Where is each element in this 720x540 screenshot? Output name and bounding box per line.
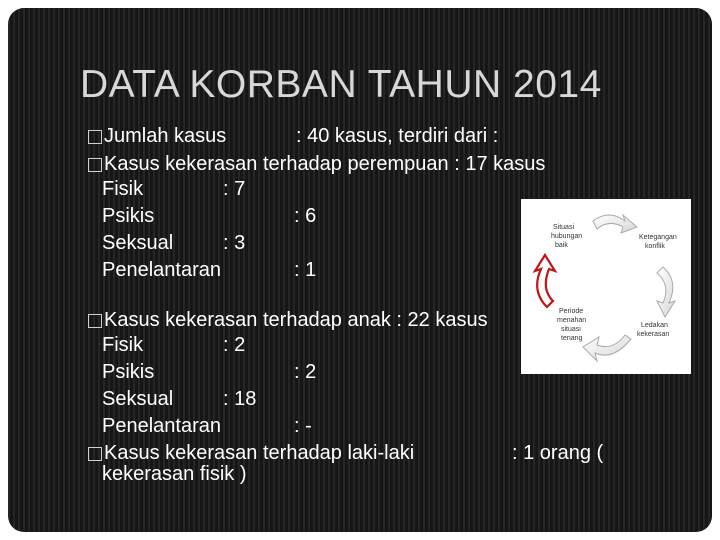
- slide-title: DATA KORBAN TAHUN 2014: [80, 63, 602, 106]
- child-item-label: Psikis: [102, 361, 155, 383]
- child-cases-heading: Kasus kekerasan terhadap anak : 22 kasus: [104, 309, 488, 331]
- women-item-value: : 3: [223, 232, 246, 254]
- women-item-label: Penelantaran: [102, 259, 221, 281]
- women-item-value: : 6: [294, 205, 317, 227]
- total-cases-label: Jumlah kasus: [104, 125, 227, 147]
- cycle-label-top-left: Situasi hubungan baik: [551, 224, 583, 249]
- women-item-label: Seksual: [102, 232, 174, 254]
- violence-cycle-diagram: [521, 199, 691, 374]
- total-cases-value: : 40 kasus, terdiri dari :: [296, 125, 499, 147]
- cycle-label-bottom-right: Ledakan kekerasan: [637, 322, 670, 338]
- women-item-label: Psikis: [102, 205, 155, 227]
- men-cases-heading: Kasus kekerasan terhadap laki-laki: [104, 442, 415, 464]
- cycle-arrow-left: [535, 255, 555, 307]
- child-item-label: Fisik: [102, 334, 144, 356]
- women-item-label: Fisik: [102, 178, 144, 200]
- child-item-label: Penelantaran: [102, 415, 221, 437]
- cycle-arrow-top: [593, 215, 637, 233]
- bullet-icon: [88, 158, 102, 172]
- cycle-label-top-right: Ketegangan konflik: [639, 234, 677, 250]
- cycle-arrow-bottom: [583, 335, 631, 361]
- women-item-value: : 1: [294, 259, 317, 281]
- women-cases-heading: Kasus kekerasan terhadap perempuan : 17 kasus: [104, 153, 546, 175]
- men-cases-value: : 1 orang (: [512, 442, 604, 464]
- child-item-value: : 2: [223, 334, 246, 356]
- slide: [8, 8, 712, 532]
- child-item-value: : 18: [223, 388, 257, 410]
- child-item-label: Seksual: [102, 388, 174, 410]
- men-cases-continuation: kekerasan fisik ): [102, 463, 247, 485]
- cycle-label-bottom-left: Periode menahan situasi tenang: [557, 308, 587, 342]
- bullet-icon: [88, 447, 102, 461]
- child-item-value: : 2: [294, 361, 317, 383]
- child-item-value: : -: [294, 415, 312, 437]
- bullet-icon: [88, 130, 102, 144]
- women-item-value: : 7: [223, 178, 246, 200]
- bullet-icon: [88, 314, 102, 328]
- cycle-arrow-right: [657, 267, 675, 317]
